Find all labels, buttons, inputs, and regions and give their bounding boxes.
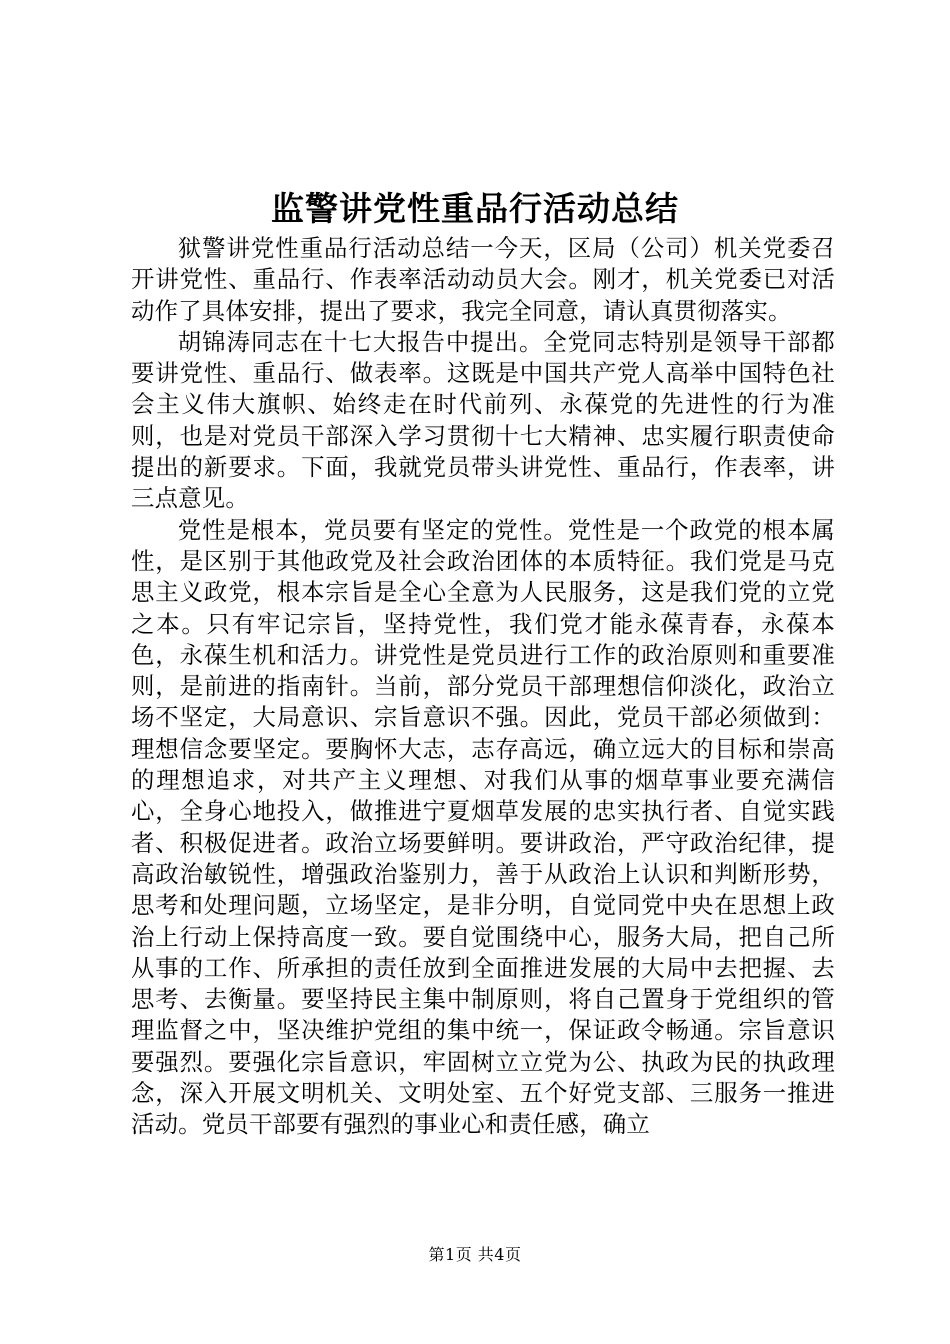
page-number: 第1页 共4页 <box>428 1245 522 1264</box>
paragraph-3: 党性是根本，党员要有坚定的党性。党性是一个政党的根本属性，是区别于其他政党及社会政治团体的本质特征。我们党是马克思主义政党，根本宗旨是全心全意为人民服务，这是我们党的立党之本。只有牢记宗旨，坚持党性，我们党才能永葆青春，永葆本色，永葆生机和活力。讲党性是党员进行工作的政治原则和重要准则，是前进的指南针。当前，部分党员干部理想信仰淡化，政治立场不坚定，大局意识、宗旨意识不强。因此，党员干部必须做到：理想信念要坚定。要胸怀大志，志存高远，确立远大的目标和崇高的理想追求，对共产主义理想、对我们从事的烟草事业要充满信心，全身心地投入，做推进宁夏烟草发展的忠实执行者、自觉实践者、积极促进者。政治立场要鲜明。要讲政治，严守政治纪律，提高政治敏锐性，增强政治鉴别力，善于从政治上认识和判断形势，思考和处理问题，立场坚定，是非分明，自觉同党中央在思想上政治上行动上保持高度一致。要自觉围绕中心，服务大局，把自己所从事的工作、所承担的责任放到全面推进发展的大局中去把握、去思考、去衡量。要坚持民主集中制原则，将自己置身于党组织的管理监督之中，坚决维护党组的集中统一，保证政令畅通。宗旨意识要强烈。要强化宗旨意识，牢固树立立党为公、执政为民的执政理念，深入开展文明机关、文明处室、五个好党支部、三服务一推进活动。党员干部要有强烈的事业心和责任感，确立 <box>131 515 835 1139</box>
paragraph-2: 胡锦涛同志在十七大报告中提出。全党同志特别是领导干部都要讲党性、重品行、做表率。这既是中国共产党人高举中国特色社会主义伟大旗帜、始终走在时代前列、永葆党的先进性的行为准则，也是对党员干部深入学习贯彻十七大精神、忠实履行职责使命提出的新要求。下面，我就党员带头讲党性、重品行，作表率，讲三点意见。 <box>131 327 835 513</box>
document-body <box>131 233 835 1141</box>
page-title: 监警讲党性重品行活动总结 <box>271 189 679 228</box>
paragraph-1: 狱警讲党性重品行活动总结一今天，区局（公司）机关党委召开讲党性、重品行、作表率活动动员大会。刚才，机关党委已对活动作了具体安排，提出了要求，我完全同意，请认真贯彻落实。 <box>131 234 835 325</box>
page-footer <box>0 1244 950 1266</box>
